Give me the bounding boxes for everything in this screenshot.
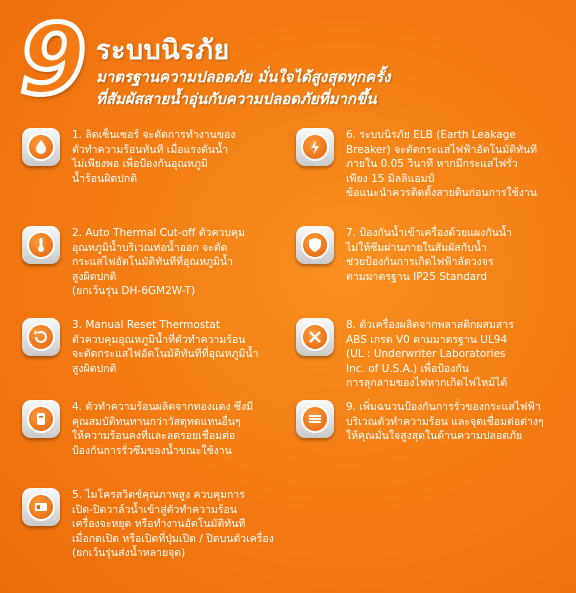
feature-text-9: 9. เพิ่มฉนวนป้องกันการรั่วของกระแสไฟฟ้า บริเวณตัวทำความร้อน และจุดเชื่อมต่อต่างๆ ให้คุณมั่นใจสูงสุดในด้านความปลอดภัย — [346, 401, 544, 442]
water-drop-icon — [22, 128, 60, 166]
feature-text-5: 5. ไมโครสวิตช์คุณภาพสูง ควบคุมการ เปิด-ปิดวาล์วน้ำเข้าสู่ตัวทำความร้อน เครื่องจะหยุด หรือทำงานอัตโนมัติทันที เมื่อกดเปิด หรือเปิดที่ปุ่มเปิด / ปิดบนตัวเครื่อง (ยกเว้นรุ่นส่งน้ำหลายจุด) — [72, 489, 274, 559]
feature-item-3 — [22, 318, 284, 376]
elb-icon — [296, 128, 334, 166]
feature-text-2: 2. Auto Thermal Cut-off ตัวควบคุม อุณหภูมิน้ำบริเวณท่อน้ำออก จะตัด กระแสไฟอัตโนมัติทันทีที่อุณหภูมิน้ำ สูงผิดปกติ (ยกเว้นรุ่น DH-6GM2W-T) — [72, 227, 245, 297]
feature-text-1: 1. ลิดเซ็นเซอร์ จะตัดการทำงานของ ตัวทำความร้อนทันที เมื่อแรงดันน้ำ ไม่เพียงพอ เพื่อป้องกันอุณหภูมิ น้ำร้อนผิดปกติ — [72, 129, 236, 185]
feature-text-4: 4. ตัวทำความร้อนผลิตจากทองแดง ซึ่งมี คุณสมบัติทนทานกว่าวัสดุทดแทนอื่นๆ ให้ความร้อนคงที่และลดรอยเชื่อมต่อ ป้องกันการรั่วซึมของน้ำขณะใช้งาน — [72, 401, 254, 457]
leak-icon — [296, 400, 334, 438]
reset-icon — [22, 318, 60, 356]
feature-item-7 — [296, 226, 568, 284]
heater-icon — [22, 400, 60, 438]
material-icon — [296, 318, 334, 356]
subtitle-line-2: ที่สัมผัสสายน้ำอุ่นกับความปลอดภัยที่มากขึ้น — [96, 90, 377, 108]
switch-icon — [22, 488, 60, 526]
page-subtitle — [96, 66, 566, 110]
feature-text-7: 7. ป้องกันน้ำเข้าเครื่องด้วยแผงกันน้ำ ไม่ให้ซึมผ่านภายในสัมผัสกับน้ำ ช่วยป้องกันการเกิดไฟฟ้าลัดวงจร ตามมาตรฐาน IP25 Standard — [346, 227, 512, 283]
feature-item-4 — [22, 400, 284, 458]
feature-text-6: 6. ระบบนิรภัย ELB (Earth Leakage Breaker) จะตัดกระแสไฟฟ้าอัตโนมัติทันที ภายใน 0.05 วินาที หากมีกระแสไฟรั่ว เพียง 15 มิลลิแอมป์ ข้อแนะนำควรติดตั้งสายดินก่อนการใช้งาน — [346, 129, 538, 199]
feature-item-5 — [22, 488, 284, 561]
thermometer-icon — [22, 226, 60, 264]
feature-number: 9 — [19, 4, 87, 116]
feature-text-3: 3. Manual Reset Thermostat ตัวควบคุมอุณหภูมิน้ำที่ตัวทำความร้อน จะตัดกระแสไฟอัตโนมัติทันทีที่อุณหภูมิน้ำ สูงผิดปกติ — [72, 319, 259, 375]
feature-item-9 — [296, 400, 568, 444]
subtitle-line-1: มาตรฐานความปลอดภัย มั่นใจได้สูงสุดทุกครั้ง — [96, 68, 391, 86]
feature-item-8 — [296, 318, 568, 391]
feature-text-8: 8. ตัวเครื่องผลิตจากพลาสติกผสมสาร ABS เกรด V0 ตามมาตรฐาน UL94 (UL : Underwriter Laboratories Inc. of U.S.A.) เพื่อป้องกัน การลุกลามของไฟหากเกิดไฟไหม้ได้ — [346, 319, 514, 389]
feature-item-2 — [22, 226, 284, 299]
feature-item-1 — [22, 128, 284, 186]
page-title: ระบบนิรภัย — [96, 35, 230, 66]
shield-icon — [296, 226, 334, 264]
feature-item-6 — [296, 128, 568, 201]
